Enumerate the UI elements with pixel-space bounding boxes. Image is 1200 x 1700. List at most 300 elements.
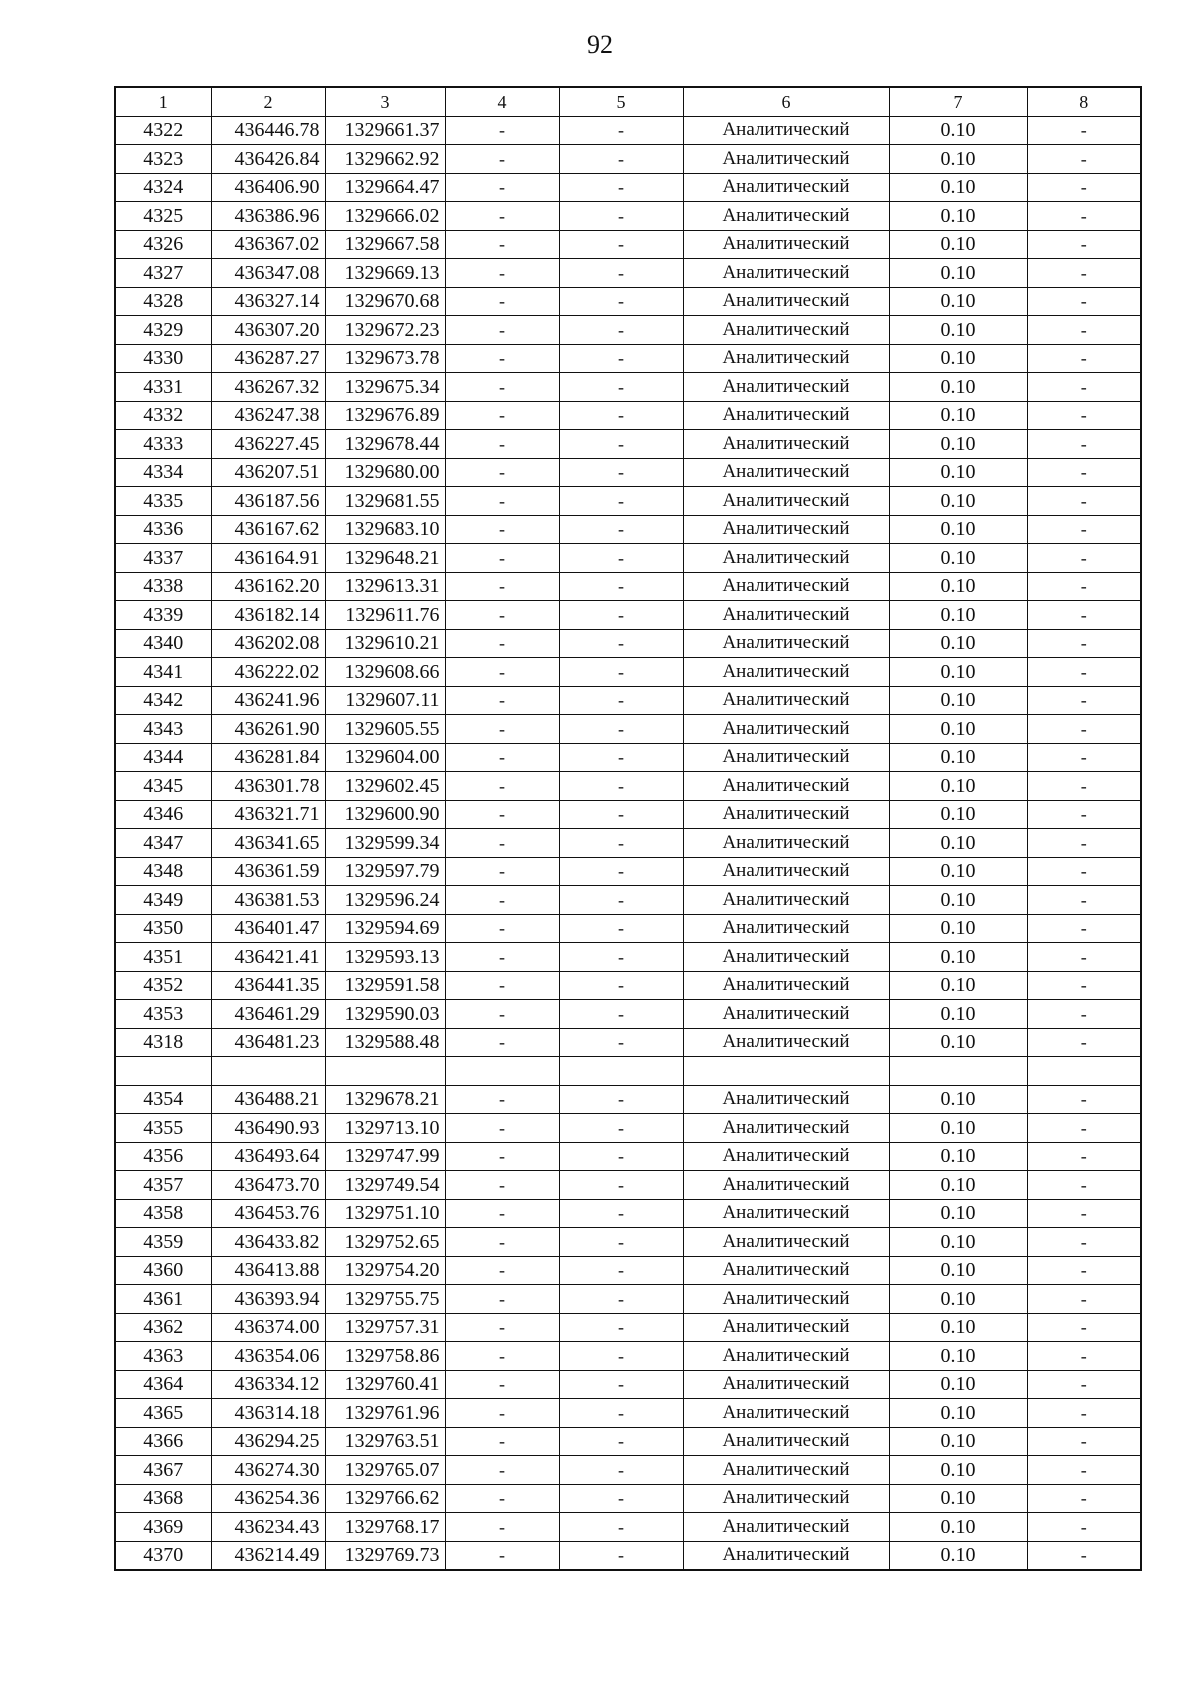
column-8-cell: - (1027, 202, 1141, 231)
point-number-cell: 4364 (115, 1370, 211, 1399)
column-8-cell: - (1027, 1399, 1141, 1428)
column-4-cell: - (445, 829, 559, 858)
column-4-cell: - (445, 629, 559, 658)
y-coordinate-cell: 1329670.68 (325, 287, 445, 316)
x-coordinate-cell: 436386.96 (211, 202, 325, 231)
method-cell: Аналитический (683, 1370, 889, 1399)
y-coordinate-cell: 1329752.65 (325, 1228, 445, 1257)
method-cell: Аналитический (683, 1399, 889, 1428)
point-number-cell: 4343 (115, 715, 211, 744)
column-5-cell: - (559, 1028, 683, 1057)
y-coordinate-cell: 1329680.00 (325, 458, 445, 487)
accuracy-cell: 0.10 (889, 1171, 1027, 1200)
x-coordinate-cell: 436426.84 (211, 145, 325, 174)
table-row (115, 1427, 1141, 1456)
point-number-cell: 4362 (115, 1313, 211, 1342)
table-row (115, 772, 1141, 801)
method-cell: Аналитический (683, 658, 889, 687)
table-row (115, 1484, 1141, 1513)
accuracy-cell: 0.10 (889, 401, 1027, 430)
column-4-cell: - (445, 1142, 559, 1171)
table-row (115, 658, 1141, 687)
column-4-cell: - (445, 1228, 559, 1257)
x-coordinate-cell: 436261.90 (211, 715, 325, 744)
x-coordinate-cell: 436227.45 (211, 430, 325, 459)
x-coordinate-cell: 436321.71 (211, 800, 325, 829)
point-number-cell: 4368 (115, 1484, 211, 1513)
y-coordinate-cell: 1329591.58 (325, 971, 445, 1000)
x-coordinate-cell: 436207.51 (211, 458, 325, 487)
method-cell: Аналитический (683, 202, 889, 231)
accuracy-cell: 0.10 (889, 458, 1027, 487)
method-cell: Аналитический (683, 515, 889, 544)
method-cell: Аналитический (683, 1256, 889, 1285)
column-4-cell: - (445, 1199, 559, 1228)
column-4-cell: - (445, 1114, 559, 1143)
point-number-cell: 4331 (115, 373, 211, 402)
y-coordinate-cell: 1329605.55 (325, 715, 445, 744)
y-coordinate-cell: 1329676.89 (325, 401, 445, 430)
method-cell: Аналитический (683, 572, 889, 601)
column-4-cell: - (445, 943, 559, 972)
method-cell: Аналитический (683, 1541, 889, 1570)
point-number-cell: 4339 (115, 601, 211, 630)
table-row (115, 943, 1141, 972)
column-5-cell: - (559, 800, 683, 829)
x-coordinate-cell: 436167.62 (211, 515, 325, 544)
column-4-cell: - (445, 1427, 559, 1456)
table-row (115, 373, 1141, 402)
column-8-cell: - (1027, 344, 1141, 373)
column-5-cell: - (559, 1313, 683, 1342)
accuracy-cell: 0.10 (889, 1028, 1027, 1057)
accuracy-cell: 0.10 (889, 772, 1027, 801)
table-row (115, 1370, 1141, 1399)
column-8-cell: - (1027, 1484, 1141, 1513)
column-8-cell: - (1027, 1456, 1141, 1485)
y-coordinate-cell: 1329672.23 (325, 316, 445, 345)
y-coordinate-cell: 1329681.55 (325, 487, 445, 516)
accuracy-cell: 0.10 (889, 1256, 1027, 1285)
table-row (115, 1228, 1141, 1257)
y-coordinate-cell: 1329678.21 (325, 1085, 445, 1114)
table-row (115, 458, 1141, 487)
accuracy-cell: 0.10 (889, 287, 1027, 316)
accuracy-cell: 0.10 (889, 943, 1027, 972)
x-coordinate-cell: 436406.90 (211, 173, 325, 202)
method-cell: Аналитический (683, 1285, 889, 1314)
x-coordinate-cell: 436294.25 (211, 1427, 325, 1456)
column-4-cell: - (445, 1085, 559, 1114)
method-cell: Аналитический (683, 1142, 889, 1171)
x-coordinate-cell: 436247.38 (211, 401, 325, 430)
y-coordinate-cell: 1329608.66 (325, 658, 445, 687)
accuracy-cell: 0.10 (889, 145, 1027, 174)
x-coordinate-cell: 436301.78 (211, 772, 325, 801)
column-4-cell: - (445, 401, 559, 430)
column-header-4: 4 (445, 87, 559, 116)
column-4-cell: - (445, 1370, 559, 1399)
column-5-cell: - (559, 1256, 683, 1285)
y-coordinate-cell: 1329590.03 (325, 1000, 445, 1029)
table-row (115, 1313, 1141, 1342)
y-coordinate-cell: 1329755.75 (325, 1285, 445, 1314)
method-cell: Аналитический (683, 601, 889, 630)
x-coordinate-cell: 436393.94 (211, 1285, 325, 1314)
accuracy-cell: 0.10 (889, 629, 1027, 658)
x-coordinate-cell: 436187.56 (211, 487, 325, 516)
y-coordinate-cell: 1329673.78 (325, 344, 445, 373)
column-4-cell: - (445, 259, 559, 288)
accuracy-cell: 0.10 (889, 487, 1027, 516)
table-row (115, 857, 1141, 886)
x-coordinate-cell: 436493.64 (211, 1142, 325, 1171)
accuracy-cell: 0.10 (889, 1313, 1027, 1342)
x-coordinate-cell: 436374.00 (211, 1313, 325, 1342)
table-row (115, 401, 1141, 430)
method-cell: Аналитический (683, 487, 889, 516)
accuracy-cell: 0.10 (889, 1000, 1027, 1029)
table-row (115, 1085, 1141, 1114)
point-number-cell (115, 1057, 211, 1086)
column-header-8: 8 (1027, 87, 1141, 116)
y-coordinate-cell: 1329754.20 (325, 1256, 445, 1285)
column-4-cell: - (445, 544, 559, 573)
column-5-cell: - (559, 1342, 683, 1371)
point-number-cell: 4345 (115, 772, 211, 801)
column-header-3: 3 (325, 87, 445, 116)
method-cell: Аналитический (683, 316, 889, 345)
x-coordinate-cell (211, 1057, 325, 1086)
point-number-cell: 4352 (115, 971, 211, 1000)
accuracy-cell: 0.10 (889, 572, 1027, 601)
column-8-cell: - (1027, 743, 1141, 772)
column-4-cell: - (445, 658, 559, 687)
method-cell: Аналитический (683, 173, 889, 202)
column-5-cell: - (559, 1370, 683, 1399)
method-cell: Аналитический (683, 943, 889, 972)
column-4-cell: - (445, 800, 559, 829)
point-number-cell: 4347 (115, 829, 211, 858)
point-number-cell: 4361 (115, 1285, 211, 1314)
accuracy-cell: 0.10 (889, 1085, 1027, 1114)
table-row (115, 1285, 1141, 1314)
table-row (115, 487, 1141, 516)
column-8-cell: - (1027, 857, 1141, 886)
point-number-cell: 4336 (115, 515, 211, 544)
column-5-cell: - (559, 1114, 683, 1143)
accuracy-cell: 0.10 (889, 202, 1027, 231)
column-4-cell: - (445, 1456, 559, 1485)
point-number-cell: 4370 (115, 1541, 211, 1570)
point-number-cell: 4318 (115, 1028, 211, 1057)
table-row (115, 259, 1141, 288)
column-4-cell: - (445, 1028, 559, 1057)
x-coordinate-cell: 436281.84 (211, 743, 325, 772)
accuracy-cell: 0.10 (889, 686, 1027, 715)
table-row (115, 1142, 1141, 1171)
method-cell: Аналитический (683, 743, 889, 772)
method-cell: Аналитический (683, 1028, 889, 1057)
x-coordinate-cell: 436234.43 (211, 1513, 325, 1542)
column-8-cell: - (1027, 116, 1141, 145)
accuracy-cell (889, 1057, 1027, 1086)
y-coordinate-cell: 1329666.02 (325, 202, 445, 231)
table-row (115, 145, 1141, 174)
x-coordinate-cell: 436307.20 (211, 316, 325, 345)
accuracy-cell: 0.10 (889, 1114, 1027, 1143)
x-coordinate-cell: 436433.82 (211, 1228, 325, 1257)
column-header-7: 7 (889, 87, 1027, 116)
x-coordinate-cell: 436314.18 (211, 1399, 325, 1428)
point-number-cell: 4342 (115, 686, 211, 715)
column-header-1: 1 (115, 87, 211, 116)
column-4-cell: - (445, 173, 559, 202)
column-8-cell: - (1027, 971, 1141, 1000)
accuracy-cell: 0.10 (889, 430, 1027, 459)
accuracy-cell: 0.10 (889, 373, 1027, 402)
column-4-cell: - (445, 344, 559, 373)
column-8-cell: - (1027, 316, 1141, 345)
accuracy-cell: 0.10 (889, 743, 1027, 772)
column-8-cell: - (1027, 430, 1141, 459)
method-cell: Аналитический (683, 1000, 889, 1029)
column-4-cell (445, 1057, 559, 1086)
y-coordinate-cell: 1329758.86 (325, 1342, 445, 1371)
column-4-cell: - (445, 857, 559, 886)
table-row (115, 1342, 1141, 1371)
method-cell: Аналитический (683, 1484, 889, 1513)
column-4-cell: - (445, 230, 559, 259)
x-coordinate-cell: 436381.53 (211, 886, 325, 915)
column-8-cell: - (1027, 943, 1141, 972)
column-4-cell: - (445, 458, 559, 487)
x-coordinate-cell: 436421.41 (211, 943, 325, 972)
point-number-cell: 4338 (115, 572, 211, 601)
table-row (115, 430, 1141, 459)
point-number-cell: 4369 (115, 1513, 211, 1542)
column-5-cell: - (559, 857, 683, 886)
method-cell: Аналитический (683, 800, 889, 829)
point-number-cell: 4325 (115, 202, 211, 231)
y-coordinate-cell: 1329757.31 (325, 1313, 445, 1342)
column-4-cell: - (445, 686, 559, 715)
y-coordinate-cell: 1329747.99 (325, 1142, 445, 1171)
accuracy-cell: 0.10 (889, 544, 1027, 573)
column-5-cell: - (559, 1142, 683, 1171)
column-8-cell: - (1027, 1513, 1141, 1542)
table-row (115, 800, 1141, 829)
method-cell: Аналитический (683, 1342, 889, 1371)
column-5-cell: - (559, 743, 683, 772)
column-4-cell: - (445, 601, 559, 630)
column-5-cell: - (559, 430, 683, 459)
column-5-cell: - (559, 1541, 683, 1570)
column-8-cell: - (1027, 1000, 1141, 1029)
y-coordinate-cell: 1329683.10 (325, 515, 445, 544)
column-8-cell: - (1027, 686, 1141, 715)
column-8-cell: - (1027, 373, 1141, 402)
table-row (115, 601, 1141, 630)
column-8-cell: - (1027, 1313, 1141, 1342)
column-5-cell: - (559, 686, 683, 715)
y-coordinate-cell: 1329713.10 (325, 1114, 445, 1143)
x-coordinate-cell: 436446.78 (211, 116, 325, 145)
table-row (115, 544, 1141, 573)
table-row (115, 1000, 1141, 1029)
point-number-cell: 4335 (115, 487, 211, 516)
method-cell: Аналитический (683, 259, 889, 288)
accuracy-cell: 0.10 (889, 971, 1027, 1000)
method-cell: Аналитический (683, 430, 889, 459)
column-8-cell: - (1027, 1028, 1141, 1057)
y-coordinate-cell: 1329611.76 (325, 601, 445, 630)
column-8-cell: - (1027, 1285, 1141, 1314)
point-number-cell: 4332 (115, 401, 211, 430)
y-coordinate-cell (325, 1057, 445, 1086)
column-5-cell: - (559, 971, 683, 1000)
header-row (115, 87, 1141, 116)
accuracy-cell: 0.10 (889, 1142, 1027, 1171)
y-coordinate-cell: 1329749.54 (325, 1171, 445, 1200)
accuracy-cell: 0.10 (889, 259, 1027, 288)
point-number-cell: 4355 (115, 1114, 211, 1143)
x-coordinate-cell: 436164.91 (211, 544, 325, 573)
column-4-cell: - (445, 1256, 559, 1285)
column-4-cell: - (445, 572, 559, 601)
column-5-cell: - (559, 772, 683, 801)
column-8-cell: - (1027, 458, 1141, 487)
method-cell: Аналитический (683, 544, 889, 573)
method-cell: Аналитический (683, 971, 889, 1000)
y-coordinate-cell: 1329675.34 (325, 373, 445, 402)
accuracy-cell: 0.10 (889, 1513, 1027, 1542)
table-row (115, 116, 1141, 145)
table-row (115, 1513, 1141, 1542)
x-coordinate-cell: 436341.65 (211, 829, 325, 858)
table-row (115, 886, 1141, 915)
method-cell: Аналитический (683, 1228, 889, 1257)
x-coordinate-cell: 436473.70 (211, 1171, 325, 1200)
column-5-cell: - (559, 1085, 683, 1114)
method-cell: Аналитический (683, 1427, 889, 1456)
accuracy-cell: 0.10 (889, 914, 1027, 943)
column-5-cell: - (559, 373, 683, 402)
accuracy-cell: 0.10 (889, 886, 1027, 915)
point-number-cell: 4367 (115, 1456, 211, 1485)
point-number-cell: 4354 (115, 1085, 211, 1114)
x-coordinate-cell: 436267.32 (211, 373, 325, 402)
column-header-6: 6 (683, 87, 889, 116)
method-cell: Аналитический (683, 344, 889, 373)
y-coordinate-cell: 1329610.21 (325, 629, 445, 658)
point-number-cell: 4350 (115, 914, 211, 943)
method-cell: Аналитический (683, 886, 889, 915)
column-8-cell: - (1027, 1256, 1141, 1285)
method-cell: Аналитический (683, 772, 889, 801)
point-number-cell: 4322 (115, 116, 211, 145)
column-8-cell: - (1027, 1142, 1141, 1171)
column-8-cell: - (1027, 259, 1141, 288)
x-coordinate-cell: 436241.96 (211, 686, 325, 715)
point-number-cell: 4326 (115, 230, 211, 259)
x-coordinate-cell: 436327.14 (211, 287, 325, 316)
x-coordinate-cell: 436488.21 (211, 1085, 325, 1114)
method-cell: Аналитический (683, 914, 889, 943)
column-5-cell: - (559, 202, 683, 231)
point-number-cell: 4356 (115, 1142, 211, 1171)
y-coordinate-cell: 1329760.41 (325, 1370, 445, 1399)
method-cell: Аналитический (683, 287, 889, 316)
y-coordinate-cell: 1329596.24 (325, 886, 445, 915)
x-coordinate-cell: 436182.14 (211, 601, 325, 630)
table-row (115, 1028, 1141, 1057)
method-cell: Аналитический (683, 458, 889, 487)
column-4-cell: - (445, 515, 559, 544)
point-number-cell: 4353 (115, 1000, 211, 1029)
y-coordinate-cell: 1329768.17 (325, 1513, 445, 1542)
column-5-cell: - (559, 259, 683, 288)
point-number-cell: 4360 (115, 1256, 211, 1285)
column-8-cell: - (1027, 515, 1141, 544)
column-5-cell: - (559, 1171, 683, 1200)
x-coordinate-cell: 436162.20 (211, 572, 325, 601)
method-cell: Аналитический (683, 116, 889, 145)
table-row (115, 515, 1141, 544)
point-number-cell: 4348 (115, 857, 211, 886)
column-8-cell: - (1027, 230, 1141, 259)
column-8-cell: - (1027, 629, 1141, 658)
column-8-cell: - (1027, 800, 1141, 829)
x-coordinate-cell: 436361.59 (211, 857, 325, 886)
accuracy-cell: 0.10 (889, 515, 1027, 544)
column-header-2: 2 (211, 87, 325, 116)
column-5-cell: - (559, 1285, 683, 1314)
column-8-cell: - (1027, 715, 1141, 744)
table-row (115, 1199, 1141, 1228)
table-header (115, 87, 1141, 116)
column-8-cell: - (1027, 287, 1141, 316)
column-4-cell: - (445, 1171, 559, 1200)
column-5-cell: - (559, 1456, 683, 1485)
table-row (115, 1256, 1141, 1285)
column-5-cell: - (559, 116, 683, 145)
method-cell: Аналитический (683, 1114, 889, 1143)
point-number-cell: 4323 (115, 145, 211, 174)
column-4-cell: - (445, 1313, 559, 1342)
column-4-cell: - (445, 772, 559, 801)
column-5-cell: - (559, 401, 683, 430)
x-coordinate-cell: 436490.93 (211, 1114, 325, 1143)
accuracy-cell: 0.10 (889, 1456, 1027, 1485)
column-4-cell: - (445, 430, 559, 459)
column-5-cell: - (559, 515, 683, 544)
column-5-cell: - (559, 1228, 683, 1257)
y-coordinate-cell: 1329593.13 (325, 943, 445, 972)
accuracy-cell: 0.10 (889, 1228, 1027, 1257)
table-row (115, 287, 1141, 316)
table-row (115, 914, 1141, 943)
table-row (115, 629, 1141, 658)
column-5-cell: - (559, 1000, 683, 1029)
y-coordinate-cell: 1329661.37 (325, 116, 445, 145)
column-8-cell: - (1027, 1114, 1141, 1143)
column-8-cell: - (1027, 544, 1141, 573)
column-5-cell: - (559, 230, 683, 259)
method-cell: Аналитический (683, 373, 889, 402)
y-coordinate-cell: 1329602.45 (325, 772, 445, 801)
column-8-cell: - (1027, 401, 1141, 430)
